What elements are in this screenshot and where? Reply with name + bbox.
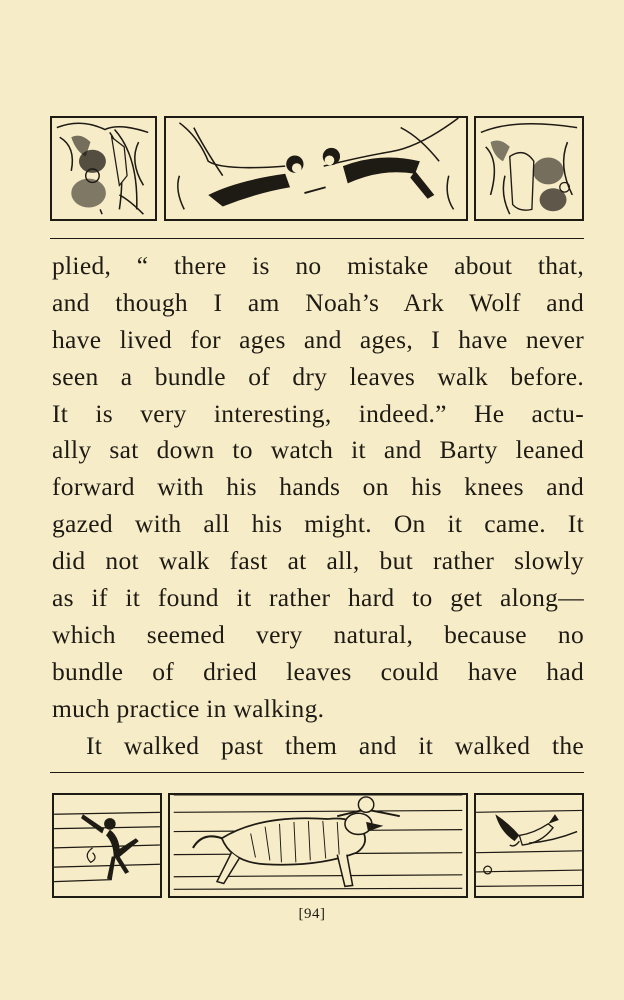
page-number: [94]: [298, 906, 326, 922]
text-line: much practice in walking.: [52, 693, 325, 723]
monkey-icon: [54, 795, 160, 896]
text-line: forward with his hands on his knees and: [52, 472, 584, 502]
text-line: seen a bundle of dry leaves walk before.: [52, 361, 584, 391]
text-line: and though I am Noah’s Ark Wolf and: [52, 287, 584, 317]
palm-tree-illustration-left: [50, 116, 157, 221]
text-line: It is very interesting, indeed.” He actu-: [52, 398, 584, 428]
monkey-icon: [166, 118, 466, 219]
monkey-on-beach-illustration: [52, 793, 162, 898]
palm-tree-icon: [52, 118, 155, 219]
text-line: as if it found it rather hard to get along—: [52, 583, 584, 613]
text-line: ally sat down to watch it and Barty leaned: [52, 435, 584, 465]
text-line: gazed with all his might. On it came. It: [52, 509, 584, 539]
header-rule: [50, 238, 584, 239]
text-line: plied, “ there is no mistake about that,: [52, 251, 584, 280]
text-line: bundle of dried leaves could have had: [52, 656, 584, 686]
palm-tree-icon: [476, 118, 582, 219]
text-line: It walked past them and it walked the: [86, 730, 584, 760]
text-line: which seemed very natural, because no: [52, 619, 584, 649]
body-text: [52, 248, 584, 764]
flying-bird-illustration: [474, 793, 584, 898]
wolf-icon: [170, 795, 466, 896]
wolf-carrying-child-illustration: [168, 793, 468, 898]
text-line: did not walk fast at all, but rather slowly: [52, 546, 584, 576]
bird-icon: [476, 795, 582, 896]
palm-tree-illustration-right: [474, 116, 584, 221]
text-line: have lived for ages and ages, I have never: [52, 324, 584, 354]
footer-rule: [50, 772, 584, 773]
monkeys-on-vine-illustration: [164, 116, 468, 221]
